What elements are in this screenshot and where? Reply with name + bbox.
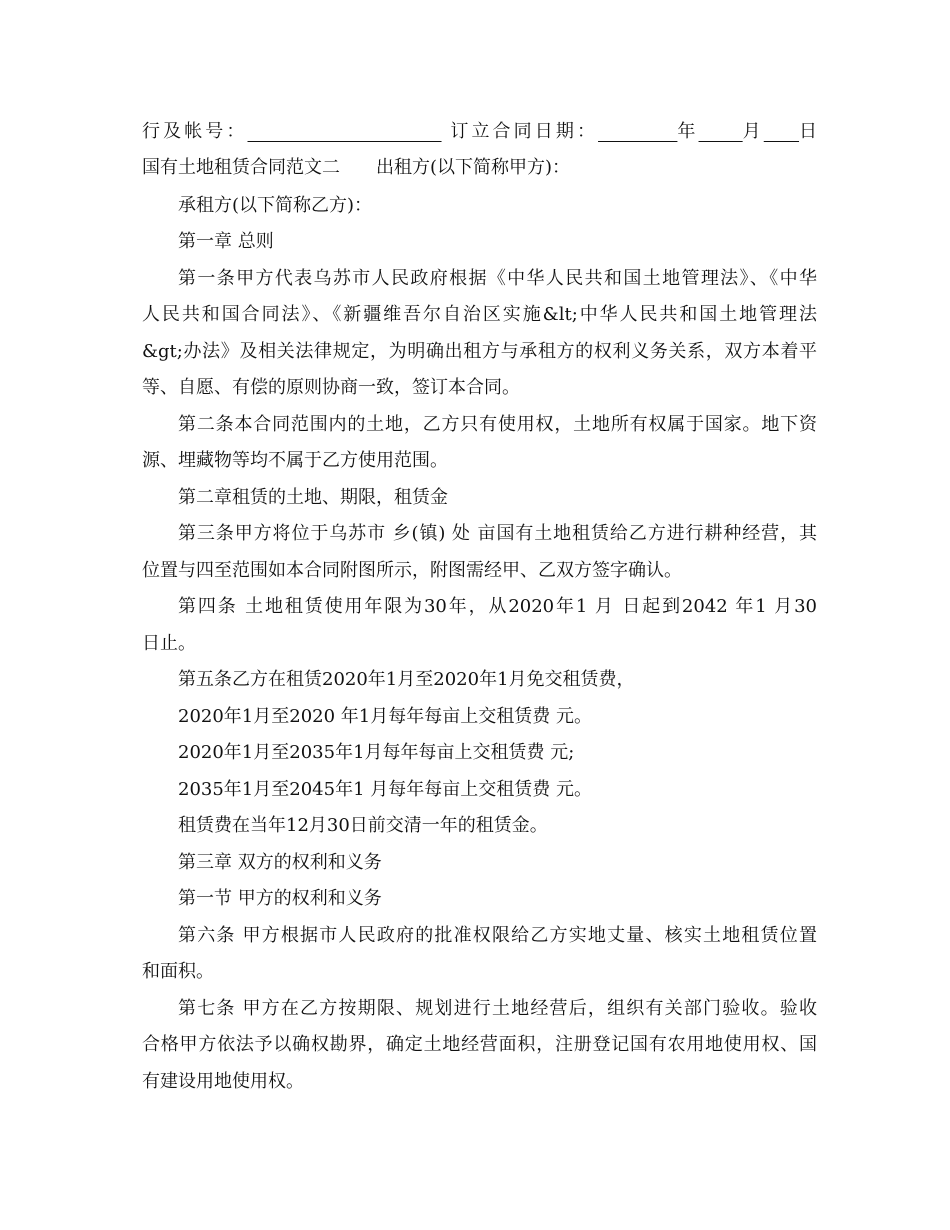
- paragraph-line: 第六条 甲方根据市人民政府的批准权限给乙方实地丈量、核实土地租赁位置: [178, 925, 817, 946]
- day-label: 日: [799, 121, 818, 142]
- paragraph-line: 2020年1月至2020 年1月每年每亩上交租赁费 元。: [178, 706, 592, 727]
- paragraph-line: 日止。: [142, 633, 196, 654]
- paragraph-line: 第七条 甲方在乙方按期限、规划进行土地经营后，组织有关部门验收。验收: [178, 998, 817, 1019]
- paragraph-line: &gt;办法》及相关法律规定，为明确出租方与承租方的权利义务关系，双方本着平: [142, 341, 817, 362]
- paragraph-line: 位置与四至范围如本合同附图所示，附图需经甲、乙双方签字确认。: [142, 560, 682, 581]
- month-label: 月: [742, 121, 764, 142]
- paragraph-line: 人民共和国合同法》、《新疆维吾尔自治区实施&lt;中华人民共和国土地管理法: [142, 304, 817, 325]
- paragraph-line: 第四条 土地租赁使用年限为30年，从2020年1 月 日起到2042 年1 月30: [178, 596, 817, 617]
- year-label: 年: [677, 121, 699, 142]
- paragraph-line: 租赁费在当年12月30日前交清一年的租赁金。: [178, 815, 548, 836]
- header-line: [142, 120, 817, 144]
- paragraph-line: 合格甲方依法予以确权勘界，确定土地经营面积，注册登记国有农用地使用权、国: [142, 1034, 817, 1055]
- chapter-heading: 第三章 双方的权利和义务: [178, 852, 382, 873]
- chapter-heading: 第一章 总则: [178, 231, 274, 252]
- paragraph-line: 第五条乙方在租赁2020年1月至2020年1月免交租赁费，: [178, 669, 635, 690]
- chapter-heading: 第二章租赁的土地、期限，租赁金: [178, 487, 448, 508]
- section-heading: 第一节 甲方的权利和义务: [178, 888, 382, 909]
- paragraph-line: 和面积。: [142, 961, 214, 982]
- bank-account-label: 行及帐号：: [142, 121, 248, 142]
- paragraph-line: 等、自愿、有偿的原则协商一致，签订本合同。: [142, 377, 520, 398]
- paragraph-line: 第二条本合同范围内的土地，乙方只有使用权，土地所有权属于国家。地下资: [178, 414, 817, 435]
- paragraph-line: 第三条甲方将位于乌苏市 乡(镇) 处 亩国有土地租赁给乙方进行耕种经营，其: [178, 523, 817, 544]
- paragraph-line: 2035年1月至2045年1 月每年每亩上交租赁费 元。: [178, 779, 592, 800]
- sign-date-label: 订立合同日期：: [450, 121, 599, 142]
- lessee-line: 承租方(以下简称乙方)：: [178, 195, 373, 216]
- year-blank: [598, 121, 677, 142]
- paragraph-line: 源、埋藏物等均不属于乙方使用范围。: [142, 450, 448, 471]
- day-blank: [764, 121, 799, 142]
- paragraph-line: 2020年1月至2035年1月每年每亩上交租赁费 元;: [178, 742, 575, 763]
- month-blank: [699, 121, 743, 142]
- paragraph-line: 有建设用地使用权。: [142, 1071, 304, 1092]
- contract-title-line: 国有土地租赁合同范文二 出租方(以下简称甲方)：: [142, 157, 571, 178]
- paragraph-line: 第一条甲方代表乌苏市人民政府根据《中华人民共和国土地管理法》、《中华: [178, 268, 817, 289]
- bank-account-blank: [248, 121, 442, 142]
